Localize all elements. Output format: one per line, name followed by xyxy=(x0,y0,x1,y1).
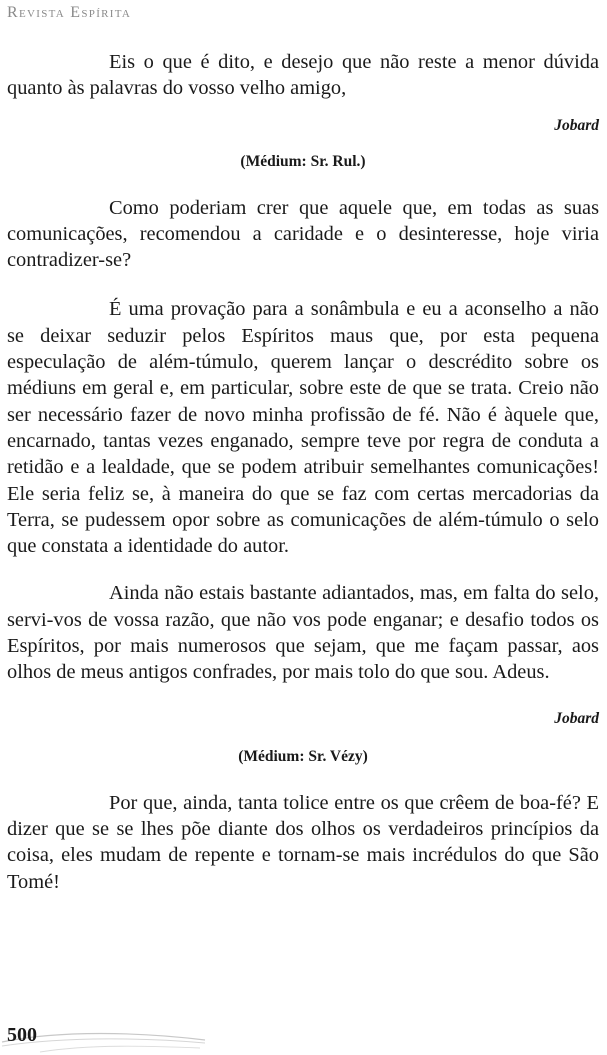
running-header: Revista Espírita xyxy=(7,4,132,21)
medium-heading-vezy: (Médium: Sr. Vézy) xyxy=(238,747,368,765)
signature-jobard-1: Jobard xyxy=(554,116,599,134)
paragraph-5: Por que, ainda, tanta tolice entre os que crêem de boa-fé? E dizer que se se lhes põe diante dos olhos os verdadeiros princípios da coisa, eles mudam de repente e tornam-se mais incrédulos do que São Tomé! xyxy=(7,791,599,893)
medium-heading-rul: (Médium: Sr. Rul.) xyxy=(240,152,366,170)
signature-jobard-2: Jobard xyxy=(554,709,599,727)
paragraph-2: Como poderiam crer que aquele que, em todas as suas comunicações, recomendou a caridade e o desinteresse, hoje viria contradizer-se? xyxy=(7,196,599,272)
page-body xyxy=(7,49,599,895)
paragraph-1: Eis o que é dito, e desejo que não reste a menor dúvida quanto às palavras do vosso velho amigo, xyxy=(7,51,599,100)
paragraph-4: Ainda não estais bastante adiantados, mas, em falta do selo, servi-vos de vossa razão, que não vos pode enganar; e desafio todos os Espíritos, por mais numerosos que sejam, que me façam passar, aos olhos de meus antigos confrades, por mais tolo do que sou. Adeus. xyxy=(7,582,599,684)
paragraph-3: É uma provação para a sonâmbula e eu a aconselho a não se deixar seduzir pelos Espíritos maus que, por esta pequena especulação de além-túmulo, querem lançar o descrédito sobre os médiuns em geral e, em particular, sobre este de que se trata. Creio não ser necessário fazer de novo minha profissão de fé. Não é àquele que, encarnado, tantas vezes enganado, sempre teve por regra de conduta a retidão e a lealdade, que se podem atribuir semelhantes comunicações! Ele seria feliz se, à maneira do que se faz com certas mercadorias da Terra, se pudessem opor sobre as comunicações de além-túmulo o selo que constata a identidade do autor. xyxy=(7,298,599,558)
page-number: 500 xyxy=(7,1024,37,1046)
